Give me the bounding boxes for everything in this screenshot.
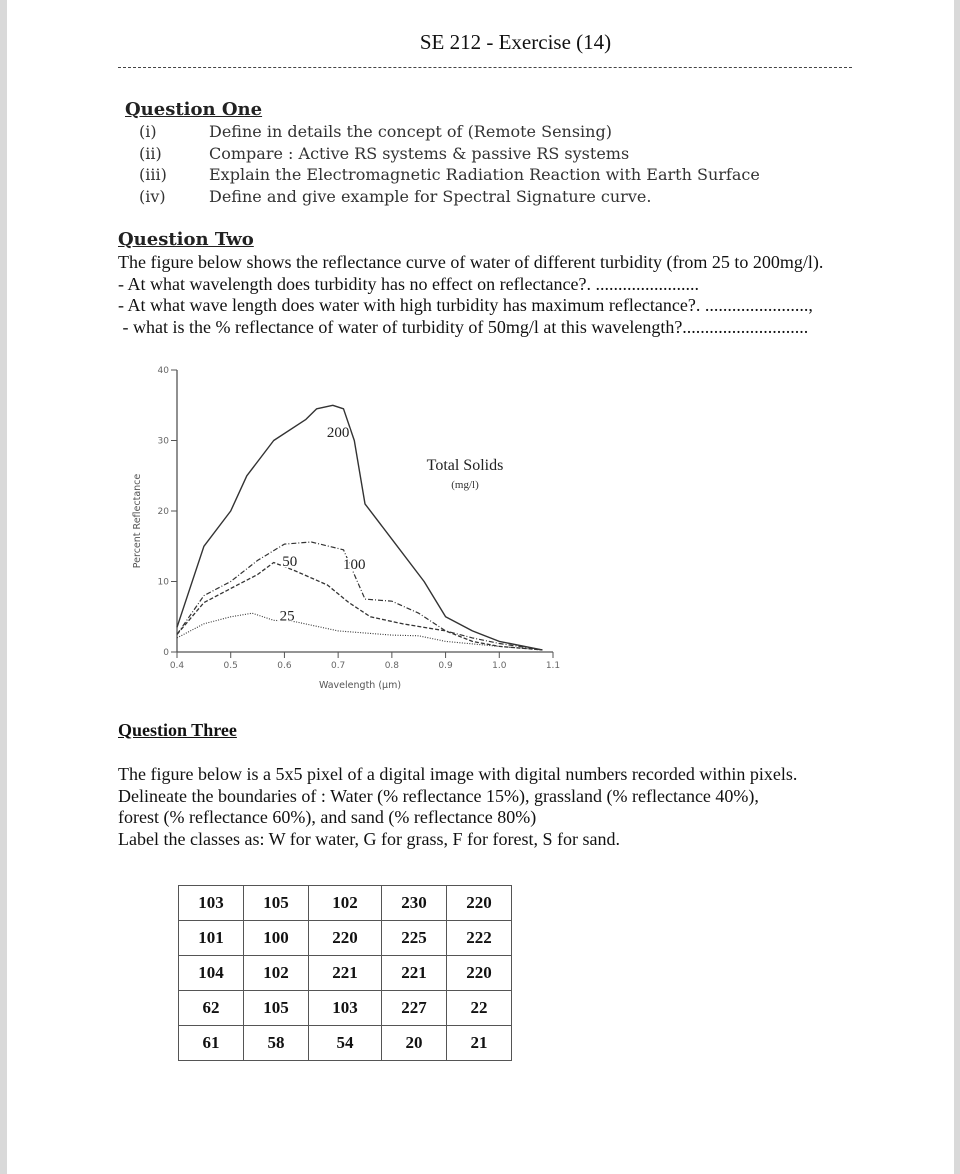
table-cell: 102 (309, 886, 382, 921)
item-number: (iv) (139, 186, 166, 206)
item-number: (iii) (139, 165, 167, 185)
legend-title: Total Solids (426, 457, 504, 474)
table-row (179, 886, 512, 921)
text-line: - what is the % reflectance of water of turbidity of 50mg/l at this wavelength?............................ (118, 316, 809, 337)
table-cell: 61 (179, 1026, 244, 1061)
x-tick-label: 0.8 (384, 661, 400, 671)
table-cell: 230 (382, 886, 447, 921)
item-number: (i) (139, 122, 157, 142)
x-tick-label: 0.4 (169, 661, 185, 671)
table-cell: 220 (309, 921, 382, 956)
x-tick-label: 1.1 (545, 661, 561, 671)
text-line: forest (% reflectance 60%), and sand (% reflectance 80%) (118, 807, 537, 827)
table-cell: 102 (244, 956, 309, 991)
y-axis-label: Percent Reflectance (132, 473, 143, 569)
text-line: - At what wavelength does turbidity has no effect on reflectance?. ....................... (118, 273, 699, 294)
table-cell: 100 (244, 921, 309, 956)
curve-label-100: 100 (343, 556, 366, 573)
curve-label-25: 25 (279, 608, 295, 625)
y-tick-label: 30 (157, 436, 169, 447)
table-cell: 222 (447, 921, 512, 956)
table-cell: 105 (244, 991, 309, 1026)
question-two-heading: Question Two (118, 229, 254, 250)
item-text: Compare : Active RS systems & passive RS systems (209, 143, 630, 163)
x-tick-label: 0.5 (223, 661, 238, 671)
series-200-line (177, 405, 542, 650)
table-cell: 21 (447, 1026, 512, 1061)
question-three-text (118, 764, 797, 850)
pixel-grid-table (178, 885, 512, 1061)
table-row (179, 991, 512, 1026)
table-row (179, 956, 512, 991)
y-tick-label: 40 (157, 366, 169, 376)
table-cell: 103 (179, 886, 244, 921)
legend-subtitle: (mg/l) (451, 479, 479, 491)
table-cell: 220 (447, 956, 512, 991)
table-row (179, 1026, 512, 1061)
item-number: (ii) (139, 143, 162, 163)
table-cell: 54 (309, 1026, 382, 1061)
x-tick-label: 0.9 (438, 661, 453, 671)
x-tick-label: 0.6 (277, 661, 292, 671)
table-cell: 62 (179, 991, 244, 1026)
table-cell: 58 (244, 1026, 309, 1061)
curve-label-50: 50 (282, 553, 298, 570)
table-cell: 20 (382, 1026, 447, 1061)
y-tick-label: 10 (157, 577, 169, 588)
text-line: The figure below is a 5x5 pixel of a digital image with digital numbers recorded within pixels. (118, 764, 798, 784)
x-axis-label: Wavelength (µm) (318, 680, 402, 691)
table-cell: 103 (309, 991, 382, 1026)
table-cell: 104 (179, 956, 244, 991)
text-line: Label the classes as: W for water, G for grass, F for forest, S for sand. (118, 828, 620, 849)
table-row (179, 921, 512, 956)
x-tick-label: 0.7 (330, 661, 346, 671)
text-line: The figure below shows the reflectance curve of water of different turbidity (from 25 to 200mg/l). (118, 252, 824, 272)
table-cell: 225 (382, 921, 447, 956)
question-three-heading: Question Three (118, 720, 237, 740)
table-cell: 105 (244, 886, 309, 921)
page-title: SE 212 - Exercise (14) (419, 30, 612, 54)
question-one-heading: Question One (125, 99, 263, 120)
item-text: Explain the Electromagnetic Radiation Reaction with Earth Surface (209, 165, 760, 185)
table-cell: 22 (447, 991, 512, 1026)
curve-label-200: 200 (326, 424, 350, 441)
item-text: Define in details the concept of (Remote Sensing) (209, 122, 612, 142)
table-cell: 220 (447, 886, 512, 921)
document-page (7, 0, 954, 1174)
text-line: Delineate the boundaries of : Water (% reflectance 15%), grassland (% reflectance 40%), (118, 785, 759, 806)
table-cell: 101 (179, 921, 244, 956)
table-cell: 221 (309, 956, 382, 991)
text-line: - At what wave length does water with high turbidity has maximum reflectance?. ......................., (118, 295, 813, 315)
x-tick-label: 1.0 (492, 661, 507, 671)
table-cell: 221 (382, 956, 447, 991)
y-tick-label: 20 (157, 507, 169, 517)
table-cell: 227 (382, 991, 447, 1026)
y-tick-label: 0 (163, 648, 169, 658)
item-text: Define and give example for Spectral Signature curve. (209, 186, 652, 206)
